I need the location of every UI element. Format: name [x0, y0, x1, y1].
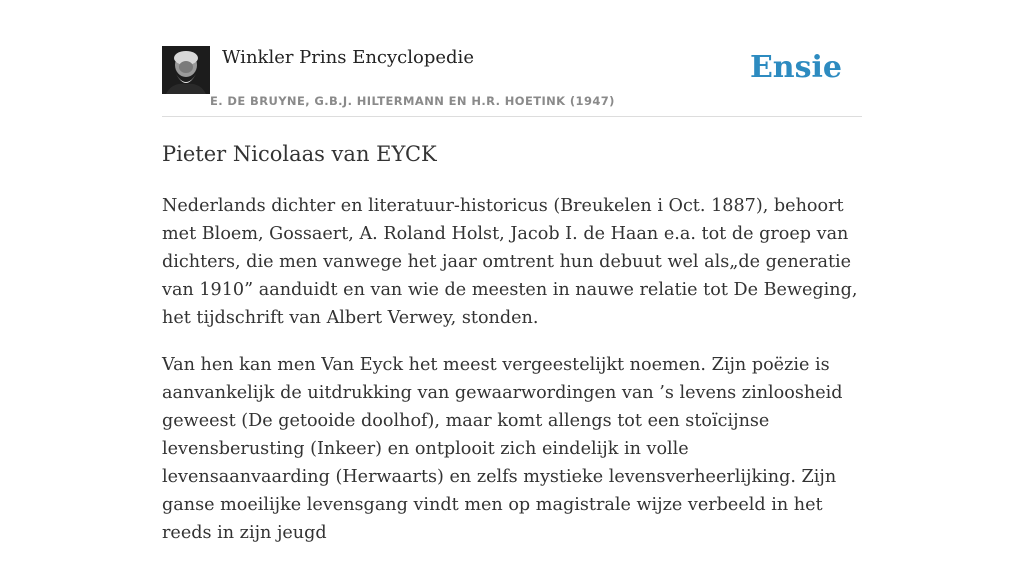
- site-header: [162, 44, 862, 117]
- article-paragraph: Van hen kan men Van Eyck het meest vergeestelijkt noemen. Zijn poëzie is aanvankelijk de uitdrukking van gewaarwordingen van ’s levens zinloosheid geweest (De getooide doolhof), maar komt allengs tot een stoïcijnse levensberusting (Inkeer) en ontplooit zich eindelijk in volle levensaanvaarding (Herwaarts) en zelfs mystieke levensverheerlijking. Zijn ganse moeilijke levensgang vindt men op magistrale wijze verbeeld in het reeds in zijn jeugd: [162, 355, 843, 543]
- article-paragraph: Nederlands dichter en literatuur-historicus (Breukelen i Oct. 1887), behoort met Bloem, Gossaert, A. Roland Holst, Jacob I. de Haan e.a. tot de groep van dichters, die men vanwege het jaar omtrent hun debuut wel als„de generatie van 1910” aanduidt en van wie de meesten in nauwe relatie tot De Beweging, het tijdschrift van Albert Verwey, stonden.: [162, 196, 858, 328]
- source-title[interactable]: Winkler Prins Encyclopedie: [222, 47, 474, 68]
- source-authors: E. DE BRUYNE, G.B.J. HILTERMANN EN H.R. HOETINK (1947): [210, 94, 615, 108]
- brand-logo-link[interactable]: Ensie: [749, 50, 842, 85]
- article-body: [162, 192, 862, 566]
- portrait-icon: [162, 46, 210, 94]
- page-title: Pieter Nicolaas van EYCK: [162, 142, 437, 166]
- author-avatar[interactable]: [162, 46, 210, 94]
